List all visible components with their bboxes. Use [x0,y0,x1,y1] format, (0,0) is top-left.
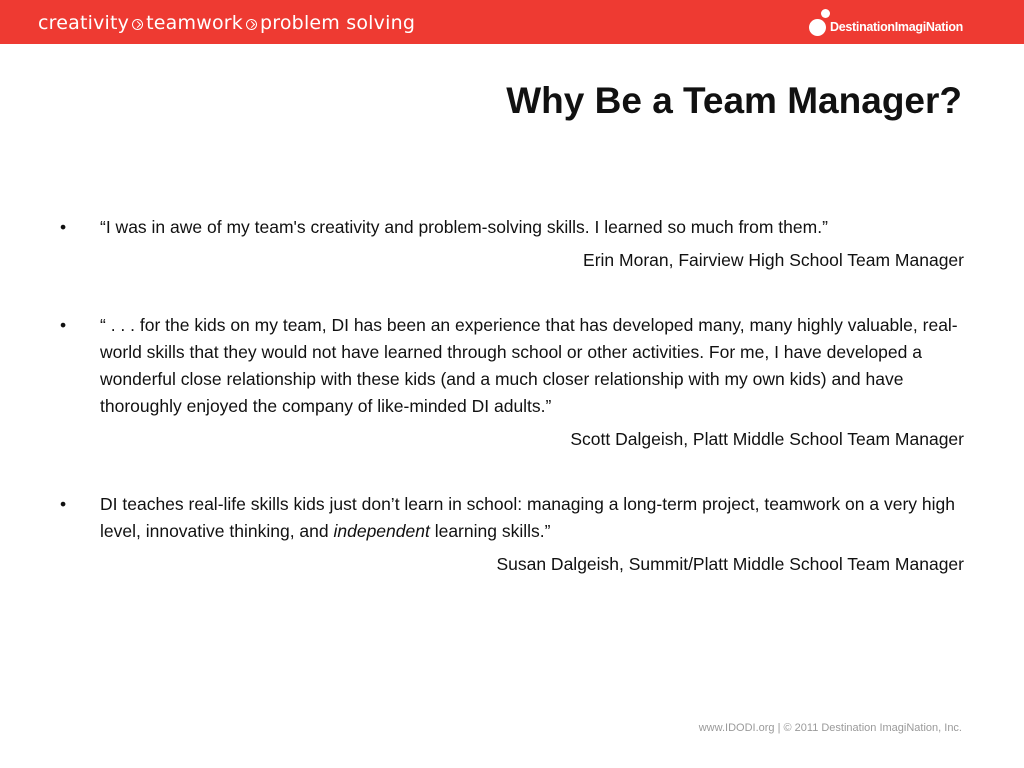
tagline-word-teamwork: teamwork [146,12,243,34]
footer-copyright: www.IDODI.org | © 2011 Destination ImagiNation, Inc. [698,722,962,734]
logo-small-dot [821,9,830,18]
bullet-item [60,491,964,578]
tagline-word-creativity: creativity [38,12,130,34]
quote-text-part: DI teaches real-life skills kids just don’t learn in school: managing a long-term project, teamwork on a very high level, innovative thinking, and [100,494,955,541]
bullet-dot-icon: • [60,217,67,237]
quote-text-part: learning skills.” [429,521,551,541]
logo-big-dot [809,19,826,36]
quote-emphasis: independent [333,521,430,541]
quote-text: “I was in awe of my team's creativity and problem-solving skills. I learned so much from them.” [100,217,828,237]
logo-text: DestinationImagiNation [830,20,963,34]
slide-content [60,214,964,578]
slide-title: Why Be a Team Manager? [506,80,962,121]
quote-attribution: Erin Moran, Fairview High School Team Manager [583,250,964,270]
bullet-dot-icon: • [60,315,67,335]
bullet-item [60,312,964,453]
destination-imagination-logo [808,9,978,37]
quote-text [100,491,964,545]
tagline-separator-icon [246,19,257,30]
header-banner [0,0,1024,44]
bullet-dot-icon: • [60,494,67,514]
bullet-item [60,214,964,274]
quote-attribution: Scott Dalgeish, Platt Middle School Team Manager [570,429,964,449]
quote-text: “ . . . for the kids on my team, DI has been an experience that has developed many, many highly valuable, real-world skills that they would not have learned through school or other activities. For me, I have developed a wonderful close relationship with these kids (and a much closer relationship with my own kids) and have thoroughly enjoyed the company of like-minded DI adults.” [100,315,958,416]
tagline-word-problem-solving: problem solving [260,12,416,34]
tagline [38,10,415,36]
tagline-separator-icon [132,19,143,30]
logo-dots-icon [808,9,830,37]
quote-attribution: Susan Dalgeish, Summit/Platt Middle School Team Manager [496,554,964,574]
